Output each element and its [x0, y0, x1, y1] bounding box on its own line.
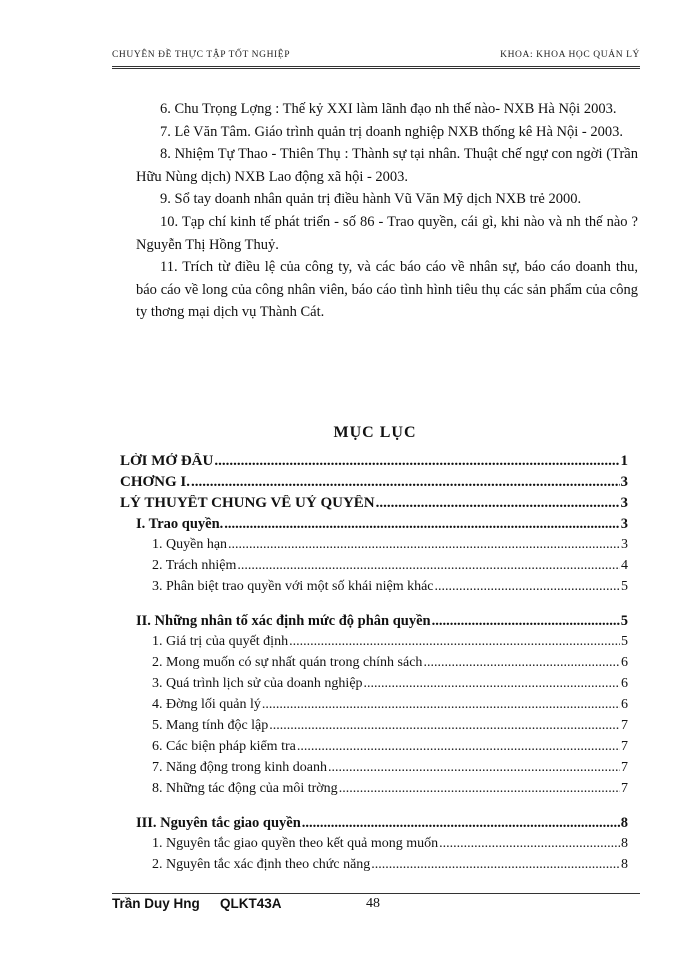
reference-item: 7. Lê Văn Tâm. Giáo trình quản trị doanh nghiệp NXB thống kê Hà Nội - 2003.: [160, 123, 623, 140]
toc-entry-page: 1: [620, 453, 628, 469]
toc-leader-dots: [237, 558, 620, 574]
reference-item: 11. Trích từ điều lệ của công ty, và các báo cáo về nhân sự, báo cáo doanh thu, báo cáo về long của công nhân viên, báo cáo tình hình tiêu thụ các sản phẩm của công ty thơng mại dịch vụ Thành Cát.: [136, 259, 638, 321]
toc-entry: [120, 676, 628, 697]
toc-entry-text: 2. Trách nhiệm: [152, 558, 237, 573]
header-right-title: KHOA: KHOA HỌC QUẢN LÝ: [500, 50, 640, 60]
toc-entry-text: II. Những nhân tố xác định mức độ phân quyền: [136, 613, 431, 629]
toc-entry-text: 3. Quá trình lịch sử của doanh nghiệp: [152, 676, 363, 691]
toc-entry-page: 8: [621, 857, 628, 872]
toc-entry-text: 3. Phân biệt trao quyền với một số khái niệm khác: [152, 579, 434, 594]
toc-entry: [120, 558, 628, 579]
toc-entry: [120, 781, 628, 802]
toc-entry-text: LỜI MỞ ĐẦU: [120, 453, 214, 469]
reference-list: [136, 98, 638, 324]
toc-entry-page: 7: [621, 718, 628, 733]
toc-entry-page: 3: [620, 474, 628, 490]
table-of-contents: [120, 453, 628, 878]
reference-item: 9. Sổ tay doanh nhân quản trị điều hành Vũ Văn Mỹ dịch NXB trẻ 2000.: [160, 191, 582, 208]
footer-rule: [112, 893, 640, 894]
toc-leader-dots: [423, 655, 620, 671]
toc-leader-dots: [297, 739, 620, 755]
toc-leader-dots: [339, 781, 620, 797]
toc-entry: [120, 760, 628, 781]
toc-entry-text: 2. Nguyên tắc xác định theo chức năng: [152, 857, 371, 872]
toc-entry-text: 1. Quyền hạn: [152, 537, 228, 552]
toc-entry: [120, 634, 628, 655]
toc-leader-dots: [214, 453, 619, 470]
toc-entry: [120, 516, 628, 537]
toc-entry: [120, 718, 628, 739]
page-header: [112, 50, 640, 60]
toc-entry-page: 7: [621, 781, 628, 796]
toc-entry-page: 4: [621, 558, 628, 573]
toc-entry: [120, 815, 628, 836]
toc-leader-dots: [376, 495, 620, 512]
toc-entry-text: 6. Các biện pháp kiểm tra: [152, 739, 296, 754]
toc-leader-dots: [435, 579, 620, 595]
toc-entry-page: 6: [621, 697, 628, 712]
toc-entry-page: 6: [621, 655, 628, 670]
toc-entry-text: 8. Những tác động của môi trờng: [152, 781, 338, 796]
header-rule: [112, 66, 640, 67]
reference-item: 6. Chu Trọng Lợng : Thế kỷ XXI làm lãnh đạo nh thế nào- NXB Hà Nội 2003.: [160, 101, 617, 117]
toc-entry: [120, 857, 628, 878]
toc-leader-dots: [191, 474, 619, 491]
page-number: 48: [366, 896, 380, 911]
toc-entry-page: 5: [621, 579, 628, 594]
header-rule-double: [112, 68, 640, 69]
toc-entry: [120, 836, 628, 857]
toc-leader-dots: [228, 537, 620, 553]
toc-entry-text: LÝ THUYẾT CHUNG VỀ UỶ QUYỀN: [120, 495, 375, 511]
toc-entry: [120, 579, 628, 600]
toc-leader-dots: [262, 697, 620, 713]
toc-entry-page: 6: [621, 676, 628, 691]
toc-entry-text: 1. Nguyên tắc giao quyền theo kết quả mong muốn: [152, 836, 439, 851]
toc-entry-page: 5: [620, 613, 628, 629]
toc-entry-text: III. Nguyên tắc giao quyền: [136, 815, 301, 831]
toc-leader-dots: [432, 613, 620, 630]
toc-title: MỤC LỤC: [333, 424, 417, 441]
toc-entry-text: 4. Đờng lối quản lý: [152, 697, 261, 712]
toc-entry: [120, 495, 628, 516]
toc-entry: [120, 739, 628, 760]
toc-leader-dots: [289, 634, 620, 650]
toc-leader-dots: [302, 815, 620, 832]
toc-leader-dots: [328, 760, 620, 776]
header-left-title: CHUYÊN ĐỀ THỰC TẬP TỐT NGHIỆP: [112, 50, 291, 60]
toc-entry-page: 3: [620, 495, 628, 511]
toc-entry-page: 7: [621, 739, 628, 754]
toc-entry: [120, 613, 628, 634]
toc-entry-page: 8: [620, 815, 628, 831]
toc-leader-dots: [269, 718, 620, 734]
toc-entry-page: 3: [621, 537, 628, 552]
toc-leader-dots: [439, 836, 620, 852]
toc-entry-text: CHƠNG I.: [120, 474, 191, 490]
toc-entry: [120, 453, 628, 474]
toc-leader-dots: [224, 516, 619, 533]
toc-entry-text: 1. Giá trị của quyết định: [152, 634, 289, 649]
toc-leader-dots: [371, 857, 620, 873]
toc-entry-page: 7: [621, 760, 628, 775]
toc-entry: [120, 537, 628, 558]
toc-entry-page: 3: [620, 516, 628, 532]
toc-entry-text: 7. Năng động trong kinh doanh: [152, 760, 327, 775]
toc-entry-page: 5: [621, 634, 628, 649]
toc-entry-page: 8: [621, 836, 628, 851]
reference-item: 10. Tạp chí kinh tế phát triển - số 86 - Trao quyền, cái gì, khi nào và nh thế nào ? Nguyễn Thị Hồng Thuỷ.: [136, 213, 638, 253]
toc-leader-dots: [364, 676, 620, 692]
footer-author: Trần Duy Hng: [112, 896, 200, 911]
toc-entry: [120, 474, 628, 495]
reference-item: 8. Nhiệm Tự Thao - Thiên Thụ : Thành sự tại nhân. Thuật chế ngự con ngời (Trần Hữu Nùng dịch) NXB Lao động xã hội - 2003.: [136, 146, 638, 185]
footer-class: QLKT43A: [220, 896, 282, 911]
toc-entry-text: I. Trao quyền.: [136, 516, 224, 532]
toc-entry-text: 5. Mang tính độc lập: [152, 718, 269, 733]
toc-entry: [120, 655, 628, 676]
toc-entry-text: 2. Mong muốn có sự nhất quán trong chính sách: [152, 655, 423, 670]
toc-entry: [120, 697, 628, 718]
